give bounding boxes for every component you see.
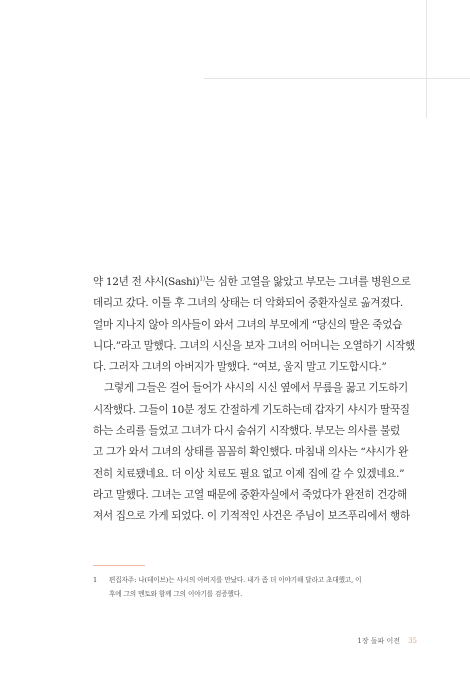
paragraph-line: 하는 소리를 들었고 그녀가 다시 숨쉬기 시작했다. 부모는 의사를 불렀 [93,425,400,438]
page-footer [357,636,417,646]
footnote-divider [93,565,145,566]
decorative-top-rule [204,78,470,79]
paragraph-line: 고 그가 와서 그녀의 상태를 꼼꼼히 확인했다. 마침내 의사는 “샤시가 완 [93,446,408,459]
footnote-marker[interactable]: 1) [199,275,205,283]
paragraph-line: 져서 집으로 가게 되었다. 이 기적적인 사건은 주님이 보즈푸리에서 행하 [93,510,410,523]
decorative-corner-rule [426,0,427,118]
paragraph-line: 다. 그러자 그녀의 아버지가 말했다. “여보, 울지 말고 기도합시다.” [93,361,387,374]
footnote-number: 1 [93,576,98,584]
body-text [93,272,417,528]
paragraph-line: 약 12년 전 샤시(Sashi)$^{1)}$는 심한 고열을 앓았고 부모는 그녀를 병원으로 [93,275,411,288]
footnote-line: 1 편집자주: 나(데이브)는 샤시의 아버지를 만났다. 내가 좀 더 이야기해 달라고 초대했고, 이 [93,574,417,588]
paragraph-line: 얼마 지나지 않아 의사들이 와서 그녀의 부모에게 “당신의 딸은 죽었습 [93,318,402,331]
paragraph-line: 전히 치료됐네요. 더 이상 치료도 필요 없고 이제 집에 갈 수 있겠네요.” [93,467,405,480]
paragraph-line: 니다.”라고 말했다. 그녀의 시신을 보자 그녀의 어머니는 오열하기 시작했 [93,339,415,352]
chapter-title: 1장 돌파 이전 [357,637,401,645]
paragraph-line: 시작했다. 그들이 10분 정도 간절하게 기도하는데 갑자기 샤시가 딸꾹질 [93,403,410,416]
footnote [93,574,417,601]
paragraph-line: 데리고 갔다. 이틀 후 그녀의 상태는 더 악화되어 중환자실로 옮겨졌다. [93,297,403,310]
page-number: 35 [408,637,417,645]
footnote-line: 후에 그의 멘토와 함께 그의 이야기를 검증했다. [109,589,243,598]
paragraph-line: 그렇게 그들은 걸어 들어가 샤시의 시신 옆에서 무릎을 꿇고 기도하기 [104,382,408,395]
paragraph-line: 라고 말했다. 그녀는 고열 때문에 중환자실에서 죽었다가 완전히 건강해 [93,488,407,501]
